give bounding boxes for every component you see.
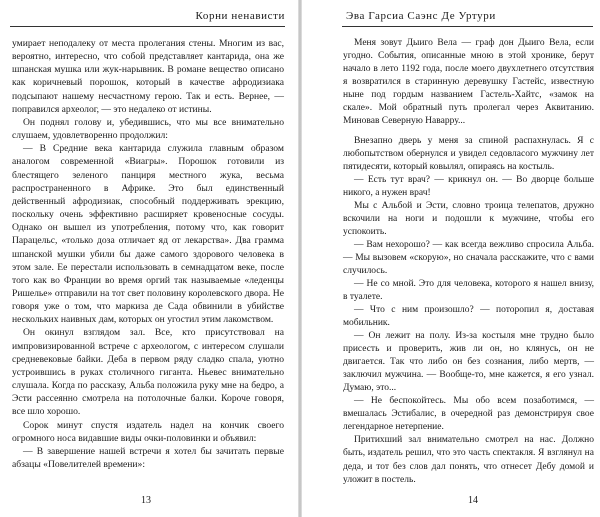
paragraph: Меня зовут Дыиго Вела — граф дон Дыиго Вела, если угодно. События, описанные мною в этой хронике, берут начало в лето 1192 года, после моего двухлетнего отсутствия я возвратился в старинную деревушку Гастейс, известную ныне под гордым названием Гастель-Хайтс, «замок на скале». Мой обратный путь пролегал через Аквитанию. Миновав Северную Наварру... [343,38,594,127]
page-number: 14 [468,495,478,506]
paragraph: — В завершение нашей встречи я хотел бы зачитать первые абзацы «Повелителей времени»: [12,445,284,470]
paragraph: — Есть тут врач? — крикнул он. — Во дворце больше никого, а нужен врач! [343,175,594,199]
running-header-author: Эва Гарсиа Саэнс Де Уртури [346,10,496,22]
paragraph: умирает неподалеку от места пролегания стены. Многим из вас, вероятно, интересно, что собой представляет кантарида, она же шпанская мушка или жук-нарывник. В романе вещество описано как коричневый порошок, который в качестве афродизиака подсыпают нашему несчастному герою. Так и есть. Вернее, — поправился археолог, — это недалеко от истины. [12,38,284,115]
running-header-title: Корни ненависти [195,10,285,22]
page-number: 13 [141,495,151,506]
right-page [302,0,600,517]
paragraph: Внезапно дверь у меня за спиной распахнулась. Я с любопытством обернулся и увидел седовласого мужчину лет пятидесяти, который ковылял, опираясь на костыль. [343,136,594,173]
paragraph: — Вам нехорошо? — как всегда вежливо спросила Альба. — Мы вызовем «скорую», но сначала расскажите, что с вами случилось. [343,240,594,277]
left-page [0,0,298,517]
header-rule [342,26,593,27]
paragraph: Притихший зал внимательно смотрел на нас. Должно быть, издатель решил, что это часть спектакля. Я взглянул на деда, и тот без слов дал понять, что отнесет Дебу домой и уложит в постель. [343,435,594,485]
paragraph: Он окинул взглядом зал. Все, кто присутствовал на импровизированной встрече с археологом, с интересом слушали средневековые байки. Деба в первом ряду сладко спала, уютно устроившись в руках столичного гиганта. Ньевес внимательно слушала. Когда по рассказу, Альба положила руку мне на бедро, а Эсти рассеянно смотрела на потолочные балки. Короче говоря, все шло хорошо. [12,327,284,418]
paragraph: Сорок минут спустя издатель надел на кончик своего огромного носа видавшие виды очки-половинки и объявил: [12,419,284,444]
paragraph: Мы с Альбой и Эсти, словно троица телепатов, дружно вскочили на ноги и подошли к мужчине, чтобы его успокоить. [343,201,594,238]
paragraph: — Что с ним произошло? — поторопил я, доставая мобильник. [343,305,594,329]
paragraph: — Не со мной. Это для человека, которого я нашел внизу, в туалете. [343,279,594,303]
paragraph: Он поднял голову и, убедившись, что мы все внимательно слушаем, удовлетворенно продолжил: [12,116,284,142]
header-rule [10,26,285,27]
page-body-text [343,37,594,487]
page-body-text [12,37,284,471]
paragraph: — Не беспокойтесь. Мы обо всем позаботимся, — вмешалась Эстибалис, в очередной раз демонстрируя свое легендарное нетерпение. [343,396,594,433]
paragraph: — Он лежит на полу. Из-за костыля мне трудно было присесть и проверить, жив ли он, но клянусь, он не двигается. Так что либо он без сознания, либо мертв, — заключил мужчина. — Вообще-то, мне кажется, я его узнал. Думаю, это... [343,331,594,394]
paragraph: — В Средние века кантарида служила главным образом аналогом современной «Виагры». Порошок готовили из блестящего зеленого панциря местного жука, весьма распространенного в Африке. Это был единственный действенный афродизиак, способный поддерживать эрекцию, поскольку очень эффективно расширяет кровеносные сосуды. Однако он вышел из употребления, потому что, как говорит Парацельс, «только доза отличает яд от лекарства». Два грамма шпанской мушки убили бы даже самого здорового человека в этом зале. Ее перестали использовать в семнадцатом веке, после того как во Франции во время оргий так называемые «леденцы Ришелье» отправили на тот свет половину королевского двора. Не говоря уже о том, что маркиза де Сада обвинили в убийстве нескольких наивных дам, которых он угостил этим лакомством. [12,143,284,326]
